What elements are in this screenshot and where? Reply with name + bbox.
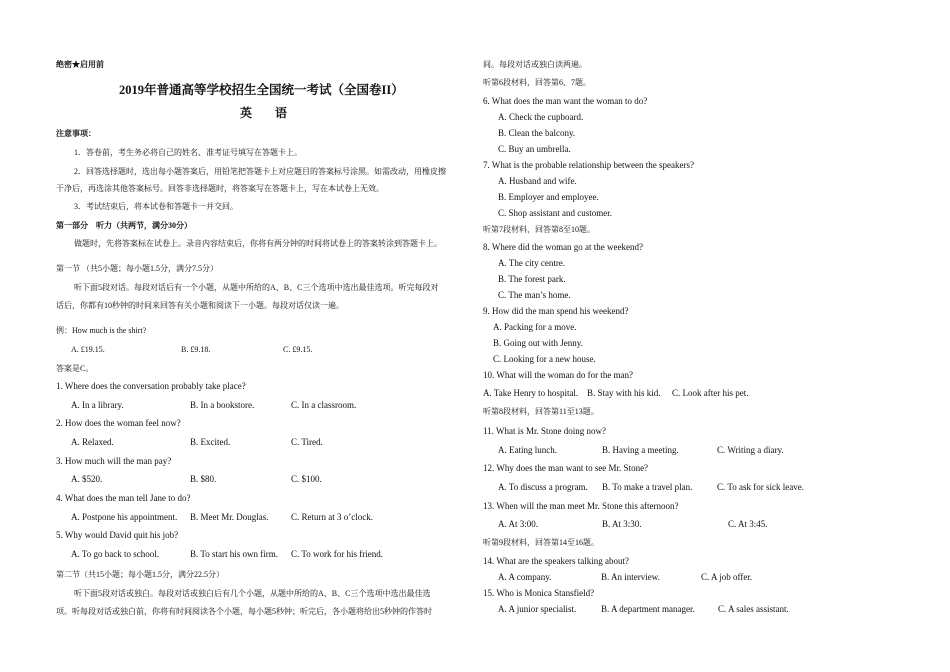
question: 1. Where does the conversation probably take place?	[56, 381, 246, 391]
option-b: B. A department manager.	[601, 604, 695, 614]
option-a: A. Check the cupboard.	[498, 112, 584, 122]
question: 3. How much will the man pay?	[56, 456, 172, 466]
section2-instruction: 听下面5段对话或独白。每段对话或独白后有几个小题，从题中所给的A、B、C三个选项中选出最佳选	[74, 589, 431, 598]
option-b: B. An interview.	[601, 572, 660, 582]
option-c: C. Writing a diary.	[717, 445, 784, 455]
section2-instruction: 项。听每段对话或独白前，你将有时间阅读各个小题，每小题5秒钟；听完后，各小题将给出5秒钟的作答时	[56, 607, 432, 616]
option-c: C. To ask for sick leave.	[717, 482, 804, 492]
option-c: C. Shop assistant and customer.	[498, 208, 612, 218]
option-c: C. A job offer.	[701, 572, 753, 582]
option-a: A. At 3:00.	[498, 519, 539, 529]
option-c: C. The man’s home.	[498, 290, 571, 300]
notes-heading: 注意事项：	[56, 129, 96, 138]
option-a: A. Husband and wife.	[498, 176, 577, 186]
option-a: A. Postpone his appointment.	[71, 512, 178, 522]
section1-instruction: 话后，你都有10秒钟的时间来回答有关小题和阅读下一小题。每段对话仅读一遍。	[56, 301, 344, 310]
part1-heading: 第一部分 听力（共两节，满分30分）	[56, 221, 192, 230]
question: 7. What is the probable relationship between the speakers?	[483, 160, 695, 170]
option-c: C. To work for his friend.	[291, 549, 383, 559]
example-option: C. £9.15.	[283, 345, 313, 354]
option-c: C. Look after his pet.	[672, 388, 749, 398]
option-b: B. Meet Mr. Douglas.	[190, 512, 269, 522]
option-a: A. In a library.	[71, 400, 124, 410]
option-c: C. Looking for a new house.	[493, 354, 596, 364]
exam-title: 2019年普通高等学校招生全国统一考试（全国卷II）	[119, 83, 404, 97]
option-b: B. Clean the balcony.	[498, 128, 576, 138]
option-a: A. Eating lunch.	[498, 445, 557, 455]
example-option: A. £19.15.	[71, 345, 105, 354]
question: 13. When will the man meet Mr. Stone this afternoon?	[483, 501, 679, 511]
question: 5. Why would David quit his job?	[56, 530, 179, 540]
option-b: B. $80.	[190, 474, 217, 484]
option-c: C. At 3:45.	[728, 519, 768, 529]
section2-heading: 第二节（共15小题；每小题1.5分，满分22.5分）	[56, 570, 224, 579]
material-label: 听第9段材料，回答第14至16题。	[483, 538, 599, 547]
option-a: A. Relaxed.	[71, 437, 114, 447]
option-a: A. A company.	[498, 572, 552, 582]
material-label: 听第8段材料，回答第11至13题。	[483, 407, 599, 416]
note-item: 干净后，再选涂其他答案标号。回答非选择题时，将答案写在答题卡上，写在本试卷上无效。	[56, 184, 384, 193]
question: 4. What does the man tell Jane to do?	[56, 493, 191, 503]
option-b: B. In a bookstore.	[190, 400, 255, 410]
material-label: 听第6段材料，回答第6、7题。	[483, 78, 591, 87]
note-item: 2．回答选择题时，选出每小题答案后，用铅笔把答题卡上对应题目的答案标号涂黑。如需改动，用橡皮擦	[74, 167, 446, 176]
option-b: B. At 3:30.	[602, 519, 642, 529]
question: 9. How did the man spend his weekend?	[483, 306, 629, 316]
question: 11. What is Mr. Stone doing now?	[483, 426, 606, 436]
question: 10. What will the woman do for the man?	[483, 370, 634, 380]
example-question: 例：How much is the shirt?	[56, 326, 147, 335]
option-a: A. Take Henry to hospital.	[483, 388, 579, 398]
option-a: A. A junior specialist.	[498, 604, 577, 614]
question: 8. Where did the woman go at the weekend?	[483, 242, 644, 252]
section1-heading: 第一节 （共5小题；每小题1.5分，满分7.5分）	[56, 264, 218, 273]
part1-intro: 做题时，先将答案标在试卷上。录音内容结束后，你将有两分钟的时间将试卷上的答案转涂到答题卡上。	[74, 239, 442, 248]
option-b: B. To make a travel plan.	[602, 482, 693, 492]
option-c: C. $100.	[291, 474, 322, 484]
question: 15. Who is Monica Stansfield?	[483, 588, 595, 598]
option-a: A. The city centre.	[498, 258, 566, 268]
section1-instruction: 听下面5段对话。每段对话后有一个小题，从题中所给的A、B、C三个选项中选出最佳选项。听完每段对	[74, 283, 439, 292]
option-c: C. Tired.	[291, 437, 323, 447]
option-a: A. Packing for a move.	[493, 322, 577, 332]
example-option: B. £9.18.	[181, 345, 211, 354]
option-b: B. Having a meeting.	[602, 445, 679, 455]
option-c: C. Buy an umbrella.	[498, 144, 571, 154]
option-a: A. To go back to school.	[71, 549, 159, 559]
secret-label: 绝密★启用前	[56, 60, 104, 69]
question: 6. What does the man want the woman to do?	[483, 96, 648, 106]
example-answer: 答案是C。	[56, 364, 94, 373]
option-b: B. The forest park.	[498, 274, 566, 284]
option-c: C. A sales assistant.	[718, 604, 789, 614]
question: 14. What are the speakers talking about?	[483, 556, 630, 566]
section2-instruction: 间。每段对话或独白读两遍。	[483, 60, 587, 69]
note-item: 3．考试结束后，将本试卷和答题卡一并交回。	[74, 202, 238, 211]
question: 2. How does the woman feel now?	[56, 418, 181, 428]
option-a: A. To discuss a program.	[498, 482, 588, 492]
question: 12. Why does the man want to see Mr. Stone?	[483, 463, 649, 473]
option-c: C. In a classroom.	[291, 400, 357, 410]
option-b: B. Excited.	[190, 437, 231, 447]
note-item: 1．答卷前，考生务必将自己的姓名、准考证号填写在答题卡上。	[74, 148, 302, 157]
subject-title: 英 语	[240, 106, 298, 120]
option-b: B. Going out with Jenny.	[493, 338, 583, 348]
option-b: B. To start his own firm.	[190, 549, 278, 559]
option-c: C. Return at 3 o’clock.	[291, 512, 373, 522]
option-a: A. $520.	[71, 474, 103, 484]
material-label: 听第7段材料，回答第8至10题。	[483, 225, 595, 234]
option-b: B. Stay with his kid.	[587, 388, 661, 398]
option-b: B. Employer and employee.	[498, 192, 599, 202]
